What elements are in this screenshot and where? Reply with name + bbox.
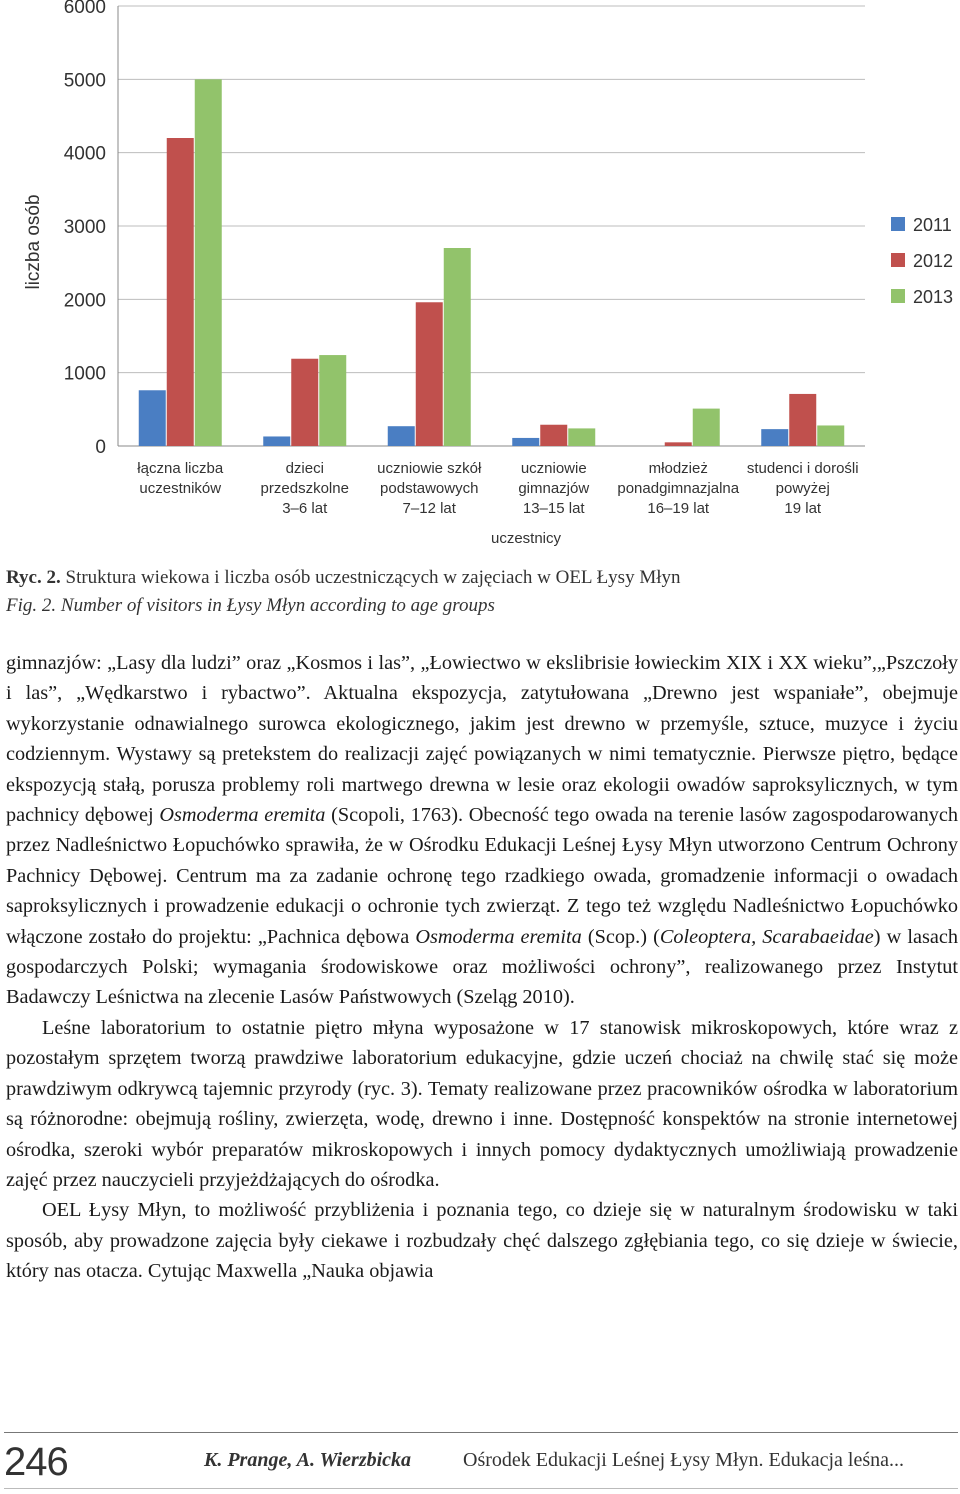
bar-2013-3 — [444, 248, 471, 446]
paragraph-1-part-c: (Scop.) ( — [587, 925, 660, 948]
y-tick-label: 2000 — [63, 290, 106, 312]
bar-2013-1 — [195, 79, 222, 446]
x-tick-label-line: uczestników — [139, 480, 222, 497]
bar-2012-4 — [540, 425, 567, 446]
bar-2011-1 — [139, 390, 166, 446]
x-tick-label — [617, 460, 739, 517]
bar-2012-6 — [789, 394, 816, 446]
paragraph-1-part-d: ) w lasach gospodarczych Polski; wymagania środowiskowe oraz możliwości ochrony”, realizowanego przez Instytut Badawczy Leśnictwa na zlecenie Lasów Państwowych (Szeląg 2010). — [6, 925, 959, 1009]
x-tick-label — [137, 460, 224, 497]
paragraph-1-part-a: gimnazjów: „Lasy dla ludzi” oraz „Kosmos i las”, „Łowiectwo w ekslibrisie łowieckim XIX i XX wieku”,„Pszczoły i las”, „Wędkarstwo i rybactwo”. Aktualna ekspozycja, zatytułowana „Drewno jest wspaniałe”, obejmuje wykorzystanie odnawialnego surowca ekologicznego, jakim jest drewno w przemyśle, sztuce, muzyce i życiu codziennym. Wystawy są pretekstem do realizacji zajęć powiązanych w nimi tematycznie. Pierwsze piętro, będące ekspozycją stałą, porusza problemy roli martwego drewna w lesie oraz ekologii owadów saproksylicznych, w tym pachnicy dębowej — [6, 652, 958, 827]
paragraph-3: OEL Łysy Młyn, to możliwość przybliżenia i poznania tego, co dzieje się w naturalnym środowisku w taki sposób, aby prowadzone zajęcia były ciekawe i rozbudzały chęć dalszego zgłębiania tego, co się dzieje w świecie, który nas otacza. Cytując Maxwella „Nauka objawia — [6, 1199, 958, 1283]
bar-2011-6 — [761, 429, 788, 446]
x-tick-labels — [137, 460, 858, 517]
x-tick-label-line: 3–6 lat — [282, 500, 328, 517]
y-tick-label: 1000 — [63, 363, 106, 385]
x-tick-label — [518, 460, 589, 517]
bar-2012-1 — [167, 138, 194, 446]
x-tick-label-line: dzieci — [285, 460, 324, 477]
y-tick-label: 4000 — [63, 143, 106, 165]
y-tick-labels — [64, 0, 106, 458]
y-tick-label: 5000 — [63, 70, 106, 92]
x-tick-label-line: uczniowie — [520, 460, 587, 477]
x-tick-label — [261, 460, 349, 517]
page-number: 246 — [4, 1440, 68, 1484]
species-name: Osmoderma eremita — [415, 925, 582, 948]
legend-swatch-2012 — [891, 253, 905, 267]
bar-2011-3 — [388, 426, 415, 446]
x-tick-label-line: 19 lat — [784, 500, 822, 517]
x-tick-label-line: studenci i dorośli — [746, 460, 859, 477]
y-axis-label: liczba osób — [23, 194, 44, 290]
legend-label-2013: 2013 — [913, 287, 954, 307]
bar-2013-5 — [693, 409, 720, 446]
x-tick-label-line: 16–19 lat — [647, 500, 710, 517]
legend-swatch-2013 — [891, 289, 905, 303]
x-tick-label — [377, 460, 482, 517]
caption-text-en: Number of visitors in Łysy Młyn according to age groups — [60, 595, 495, 616]
x-tick-label-line: 7–12 lat — [402, 500, 456, 517]
paragraph-1 — [6, 648, 958, 1013]
x-tick-label-line: gimnazjów — [518, 480, 590, 497]
legend-label-2011: 2011 — [913, 215, 952, 235]
bar-2012-5 — [665, 442, 692, 446]
bar-2012-3 — [416, 302, 443, 446]
legend-swatch-2011 — [891, 217, 905, 231]
paragraph-2: Leśne laboratorium to ostatnie piętro młyna wyposażone w 17 stanowisk mikroskopowych, które wraz z pozostałym sprzętem tworzą prawdziwe laboratorium edukacyjne, gdzie uczeń chociaż na chwilę stać się może prawdziwym odkrywcą tajemnic przyrody (ryc. 3). Tematy realizowane przez pracowników ośrodka w laboratorium są różnorodne: obejmują rośliny, zwierzęta, wodę, drewno i inne. Dostępność konspektów na stronie internetowej ośrodka, szeroki wybór preparatów mikroskopowych i innych pomocy dydaktycznych umożliwiają prowadzenie zajęć przez nauczycieli przyjeżdżających do ośrodka. — [6, 1016, 958, 1191]
y-tick-label: 6000 — [63, 0, 106, 18]
chart-legend — [891, 215, 953, 307]
bar-2012-2 — [291, 359, 318, 446]
bar-2013-2 — [319, 355, 346, 446]
age-structure-bar-chart — [0, 0, 960, 560]
bar-2013-6 — [817, 425, 844, 446]
y-tick-label: 3000 — [63, 217, 106, 238]
x-tick-label-line: 13–15 lat — [522, 500, 585, 517]
x-tick-label-line: ponadgimnazjalna — [617, 480, 740, 497]
paragraph-1-part-b: (Scopoli, 1763). Obecność tego owada na terenie lasów zagospodarowanych przez Nadleśnictwo Łopuchówko sprawiła, że w Ośrodku Edukacji Leśnej Łysy Młyn utworzono Centrum Ochrony Pachnicy Dębowej. Centrum ma za zadanie ochronę tego rzadkiego owada, gromadzenie informacji o owadach saproksylicznych i prowadzenie edukacji o ochronie tych zwierząt. Z tego też względu Nadleśnictwo Łopuchówko włączone zostało do projektu: „Pachnica dębowa — [6, 804, 958, 948]
bar-2011-2 — [263, 436, 290, 446]
running-footer-authors: K. Prange, A. Wierzbicka — [204, 1449, 412, 1471]
x-tick-label-line: podstawowych — [380, 480, 479, 497]
x-tick-label-line: łączna liczba — [137, 460, 224, 477]
caption-text-pl: Struktura wiekowa i liczba osób uczestniczących w zajęciach w OEL Łysy Młyn — [65, 567, 681, 588]
x-tick-label-line: uczniowie szkół — [377, 460, 482, 477]
figure-caption-polish — [6, 567, 681, 589]
x-tick-label — [747, 460, 859, 517]
y-tick-label: 0 — [95, 437, 106, 458]
x-tick-label-line: młodzież — [648, 460, 708, 477]
x-tick-label-line: przedszkolne — [260, 480, 349, 497]
x-tick-label-line: powyżej — [775, 480, 830, 497]
caption-label-en: Fig. 2. — [6, 595, 57, 616]
x-axis-label: uczestnicy — [490, 530, 562, 547]
caption-label-pl: Ryc. 2. — [6, 567, 61, 588]
bar-2011-4 — [512, 438, 539, 446]
article-body — [6, 648, 958, 1287]
chart-gridlines — [118, 6, 865, 373]
legend-label-2012: 2012 — [913, 251, 954, 271]
figure-caption-english — [6, 595, 495, 617]
bar-2013-4 — [568, 428, 595, 446]
taxon-names: Coleoptera, Scarabaeidae — [659, 925, 874, 948]
footer-bottom-divider — [4, 1488, 958, 1489]
running-footer-title: Ośrodek Edukacji Leśnej Łysy Młyn. Edukacja leśna... — [463, 1449, 904, 1471]
chart-bars — [139, 79, 845, 446]
footer-divider — [4, 1432, 958, 1433]
species-name: Osmoderma eremita — [159, 804, 326, 827]
